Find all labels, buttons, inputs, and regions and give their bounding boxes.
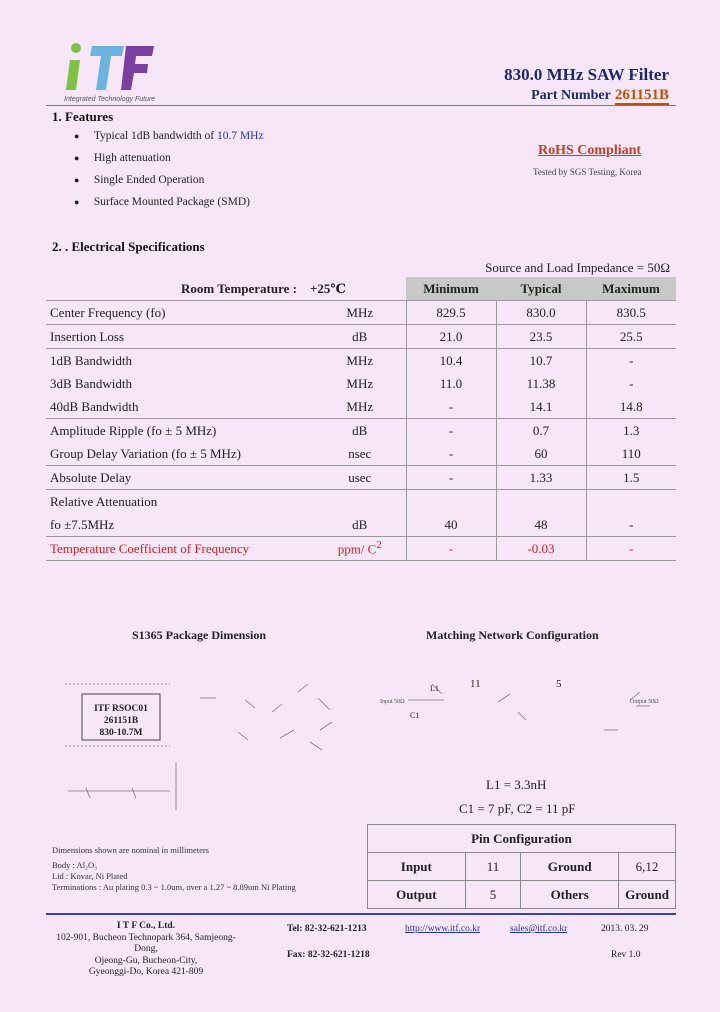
label-l1: L1	[430, 684, 439, 693]
bullet-icon: ●	[74, 197, 80, 207]
footer-rule	[46, 913, 676, 915]
feature-item: ● Typical 1dB bandwidth of 10.7 MHz	[74, 130, 264, 142]
spec-row: Amplitude Ripple (fo ± 5 MHz) dB - 0.7 1.3	[46, 419, 676, 443]
spec-row: Insertion Loss dB 21.0 23.5 25.5	[46, 325, 676, 349]
room-temp-label: Room Temperature :	[180, 280, 297, 296]
pin-label-input: 11	[470, 678, 481, 690]
itf-logo	[62, 40, 158, 96]
package-marking: ITF RSOC01 261151B 830-10.7M	[94, 704, 148, 738]
spec-row: Center Frequency (fo) MHz 829.5 830.0 830.5	[46, 301, 676, 325]
matching-schematic	[378, 672, 678, 752]
l1-value: L1 = 3.3nH	[486, 777, 547, 792]
pin-row: Input 11 Ground 6,12	[368, 853, 676, 881]
room-temp-value: +25℃	[310, 280, 346, 296]
spec-row: 1dB Bandwidth MHz 10.4 10.7 -	[46, 349, 676, 373]
package-drawing	[50, 670, 350, 815]
bullet-icon: ●	[74, 153, 80, 163]
feature-item: ● Single Ended Operation	[74, 174, 205, 186]
source-label: Input 50Ω	[380, 699, 405, 705]
package-notes: Dimensions shown are nominal in millimeters Body : Al₂O₃ Lid : Kovar, Ni Plated Terminations : Au plating 0.3 ~ 1.0um, over a 1.27 ~ 8.89um Ni Plating	[52, 845, 296, 892]
feature-item: ● High attenuation	[74, 152, 171, 164]
pin-config-title: Pin Configuration	[368, 825, 676, 853]
load-label: Output 50Ω	[630, 699, 659, 705]
c-values: C1 = 7 pF, C2 = 11 pF	[459, 801, 576, 816]
revision: Rev 1.0	[611, 950, 641, 960]
col-minimum: Minimum	[406, 277, 496, 301]
col-maximum: Maximum	[586, 277, 676, 301]
part-number-line	[531, 86, 669, 104]
rohs-badge: RoHS Compliant	[538, 143, 642, 158]
pin-config-table	[367, 824, 676, 909]
company-name: I T F Co., Ltd.	[116, 921, 176, 931]
features-heading: 1. Features	[52, 109, 114, 124]
package-title: S1365 Package Dimension	[132, 628, 267, 642]
itf-logo-mark	[62, 40, 158, 96]
spec-heading: 2. . Electrical Specifications	[52, 239, 205, 254]
pin-row: Output 5 Others Ground	[368, 881, 676, 909]
tested-note: Tested by SGS Testing, Korea	[533, 167, 642, 177]
spec-row: 40dB Bandwidth MHz - 14.1 14.8	[46, 395, 676, 419]
website-link[interactable]: http://www.itf.co.kr	[405, 924, 481, 934]
part-number-label: Part Number	[531, 88, 611, 103]
matching-title: Matching Network Configuration	[426, 628, 599, 642]
spec-row: fo ±7.5MHz dB 40 48 -	[46, 513, 676, 537]
label-c1: C1	[410, 711, 420, 720]
email-link[interactable]: sales@itf.co.kr	[510, 924, 568, 934]
spec-row-tcf: Temperature Coefficient of Frequency ppm/ $C^2$ - -0.03 -	[46, 537, 676, 561]
spec-header-row	[46, 277, 676, 301]
page-title: 830.0 MHz SAW Filter	[504, 65, 669, 84]
col-typical: Typical	[496, 277, 586, 301]
fax: Fax: 82-32-621-1218	[287, 950, 370, 960]
rel-att-label: Relative Attenuation	[50, 493, 158, 509]
pin-label-output: 5	[556, 678, 562, 690]
spec-row: Group Delay Variation (fo ± 5 MHz) nsec - 60 110	[46, 442, 676, 466]
spec-row: 3dB Bandwidth MHz 11.0 11.38 -	[46, 372, 676, 395]
spec-row	[46, 490, 676, 514]
bullet-icon: ●	[74, 131, 80, 141]
bullet-icon: ●	[74, 175, 80, 185]
feature-item: ● Surface Mounted Package (SMD)	[74, 196, 250, 208]
part-number-value: 261151B	[614, 87, 669, 103]
impedance-note: Source and Load Impedance = 50Ω	[485, 260, 670, 275]
tel: Tel: 82-32-621-1213	[287, 924, 367, 934]
logo-subtitle: Integrated Technology Future	[64, 96, 156, 103]
spec-table	[46, 277, 676, 561]
doc-date: 2013. 03. 29	[601, 924, 649, 934]
company-block: I T F Co., Ltd. 102-901, Bucheon Technopark 364, Samjeong-Dong, Ojeong-Gu, Bucheon-City, Gyeonggi-Do, Korea 421-809	[46, 921, 246, 979]
header-divider	[46, 105, 676, 106]
spec-row: Absolute Delay usec - 1.33 1.5	[46, 466, 676, 490]
